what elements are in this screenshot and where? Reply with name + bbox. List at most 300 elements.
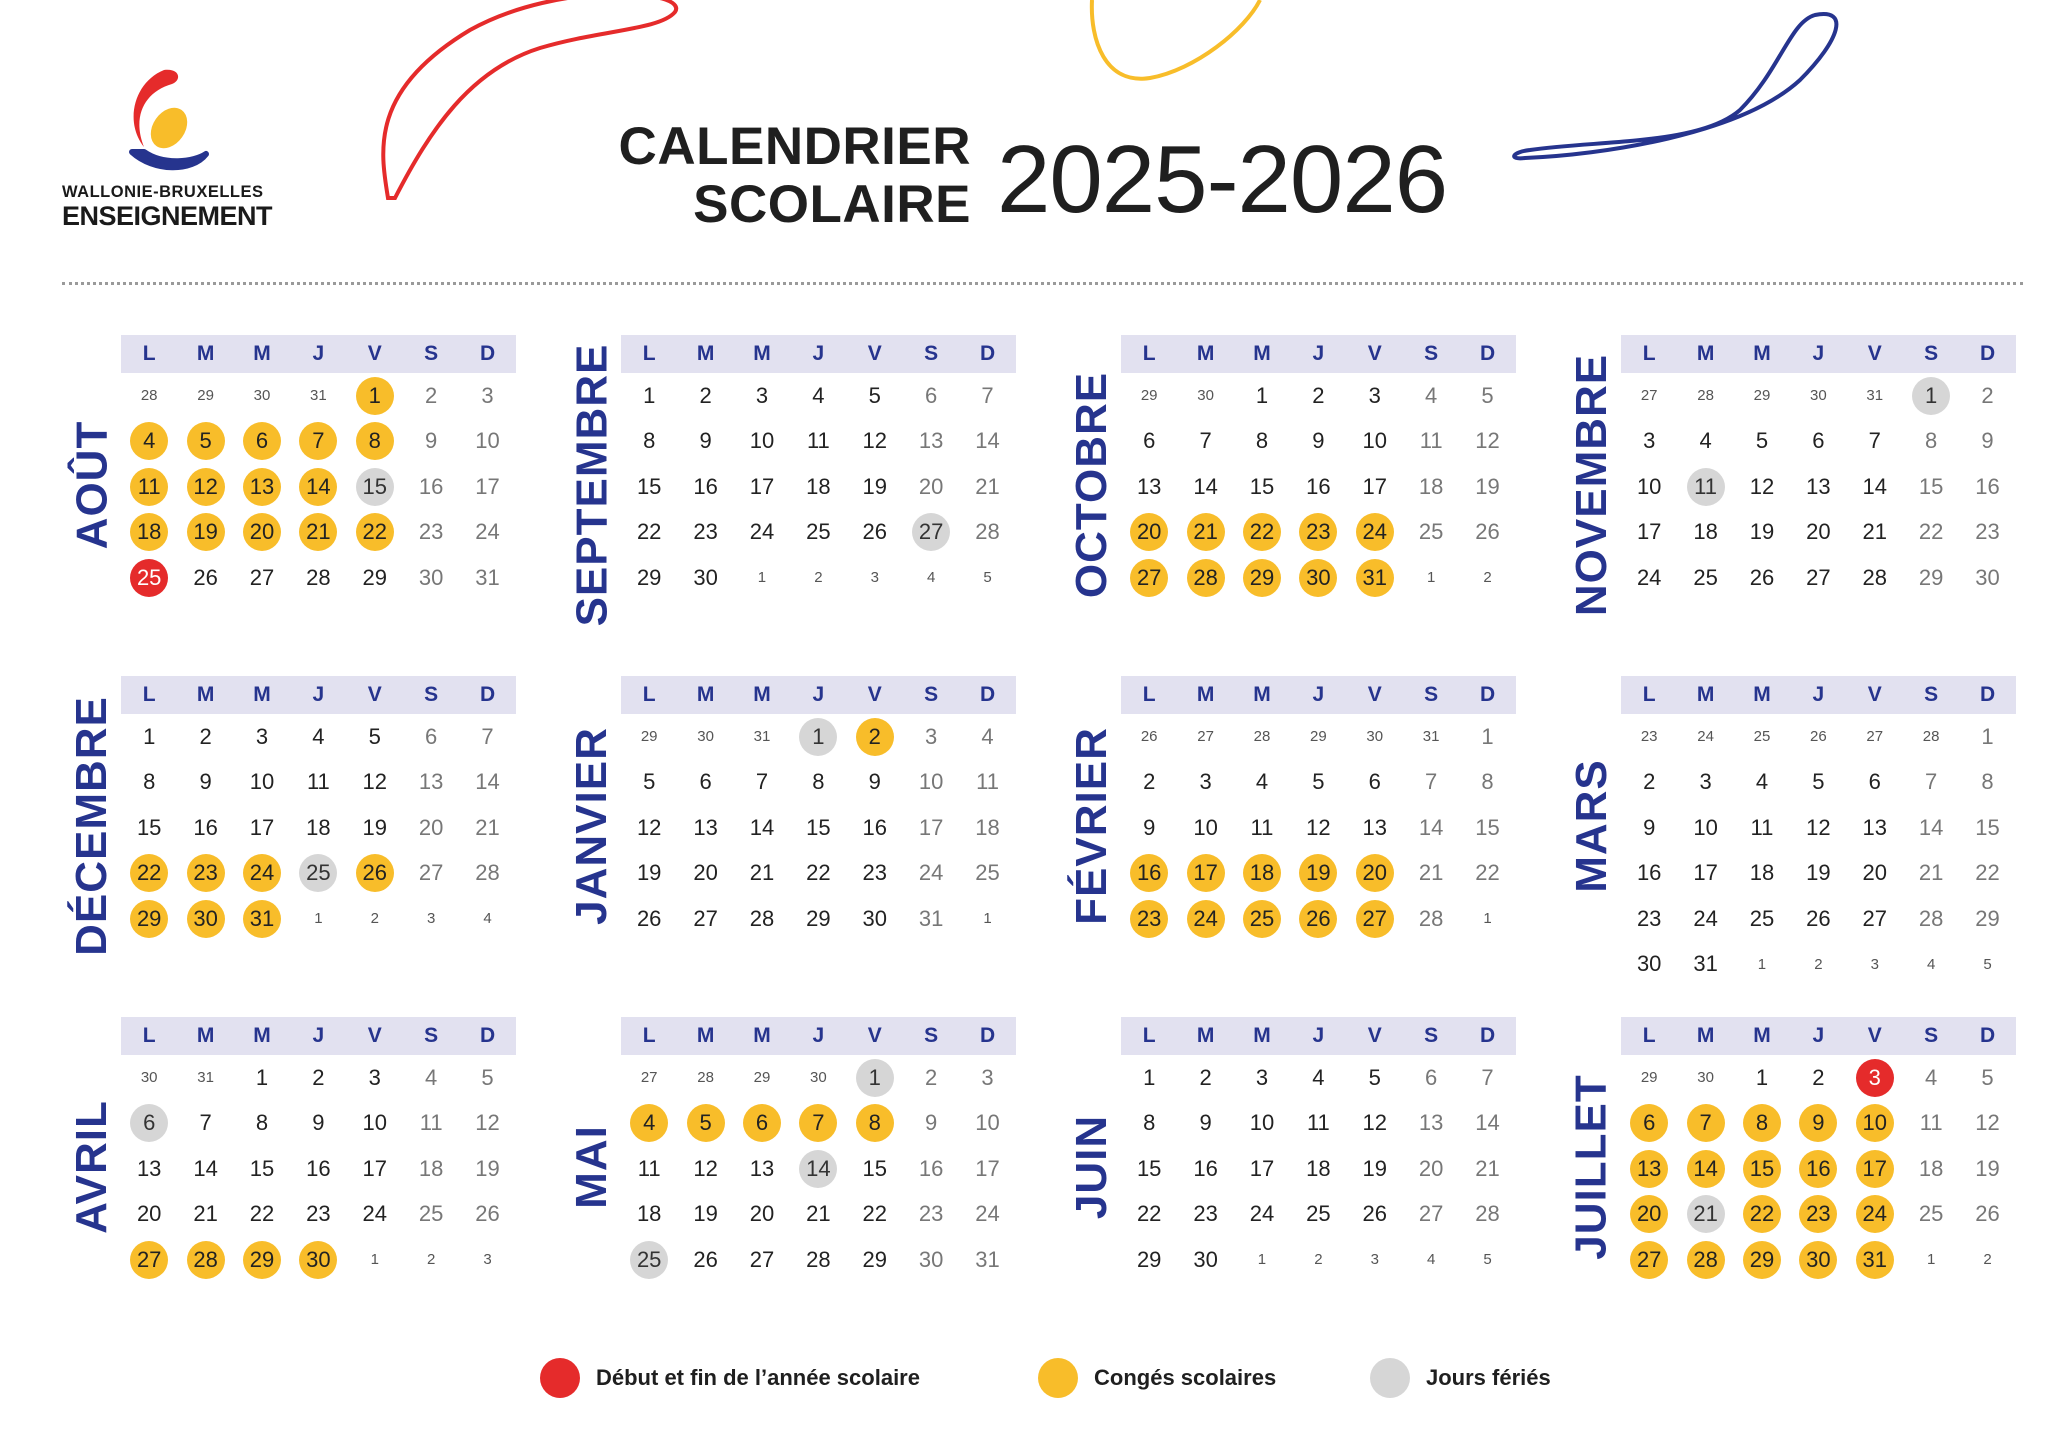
day-cell xyxy=(1790,555,1846,601)
weekday-header xyxy=(621,335,1016,373)
day-cell xyxy=(790,555,846,601)
day-number: 23 xyxy=(1640,728,1658,746)
day-number: 29 xyxy=(1975,905,2000,931)
week-row xyxy=(1621,714,2016,760)
day-cell xyxy=(903,714,959,760)
day-cell xyxy=(847,464,903,510)
day-number: 19 xyxy=(1299,854,1337,892)
day-number: 11 xyxy=(1306,1110,1330,1136)
day-number: 28 xyxy=(187,1241,225,1279)
day-cell xyxy=(290,555,346,601)
day-number: 25 xyxy=(299,854,337,892)
weekday-label: M xyxy=(196,1024,215,1047)
day-cell xyxy=(459,805,515,851)
day-cell xyxy=(1347,419,1403,465)
day-cell xyxy=(790,510,846,556)
day-number: 22 xyxy=(1918,519,1944,545)
day-cell xyxy=(847,510,903,556)
day-number: 2 xyxy=(1199,1064,1212,1090)
day-cell xyxy=(1790,760,1846,806)
day-number: 28 xyxy=(1687,1241,1725,1279)
day-number: 4 xyxy=(926,569,936,587)
day-cell xyxy=(1121,714,1177,760)
day-number: 23 xyxy=(187,854,225,892)
day-number: 22 xyxy=(356,513,394,551)
day-cell xyxy=(1959,1237,2015,1283)
day-cell xyxy=(903,896,959,942)
day-number: 1 xyxy=(314,910,323,928)
day-cell xyxy=(790,851,846,897)
day-cell xyxy=(1403,760,1459,806)
day-cell xyxy=(290,714,346,760)
day-number: 9 xyxy=(1199,1110,1212,1136)
weekday-label: J xyxy=(812,342,825,365)
day-number: 1 xyxy=(1426,569,1436,587)
day-cell xyxy=(1290,714,1346,760)
day-cell xyxy=(459,714,515,760)
day-number: 19 xyxy=(1806,860,1831,886)
day-cell-yellow xyxy=(847,714,903,760)
day-cell xyxy=(1790,896,1846,942)
day-number: 21 xyxy=(1418,860,1444,886)
weekday-label: V xyxy=(1867,683,1882,706)
week-row xyxy=(121,896,516,942)
day-cell-yellow xyxy=(290,510,346,556)
day-cell xyxy=(1234,1146,1290,1192)
day-cell xyxy=(1847,942,1903,988)
day-number: 3 xyxy=(1699,769,1712,795)
day-number: 21 xyxy=(1187,513,1225,551)
day-number: 23 xyxy=(418,519,444,545)
day-cell-yellow xyxy=(121,1237,177,1283)
day-cell xyxy=(1903,760,1959,806)
day-cell xyxy=(1847,464,1903,510)
day-cell xyxy=(1621,373,1677,419)
day-cell xyxy=(847,1192,903,1238)
week-row xyxy=(1621,1055,2016,1101)
day-number: 2 xyxy=(1483,569,1492,587)
day-cell xyxy=(790,1192,846,1238)
day-number: 8 xyxy=(856,1104,894,1142)
day-cell xyxy=(1459,851,1515,897)
day-number: 27 xyxy=(1130,559,1168,597)
day-cell xyxy=(1347,1101,1403,1147)
day-cell xyxy=(1959,419,2015,465)
day-number: 28 xyxy=(1475,1201,1500,1227)
weekday-header xyxy=(121,1017,516,1055)
day-number: 17 xyxy=(475,473,500,499)
day-cell xyxy=(459,1055,515,1101)
day-number: 26 xyxy=(1299,900,1337,938)
day-number: 5 xyxy=(1312,769,1325,795)
month-block xyxy=(62,676,562,976)
month-name: SEPTEMBRE xyxy=(567,343,617,627)
day-cell xyxy=(1677,419,1733,465)
day-number: 25 xyxy=(1693,564,1718,590)
day-number: 10 xyxy=(362,1110,387,1136)
day-number: 24 xyxy=(1693,905,1718,931)
day-cell xyxy=(790,373,846,419)
day-cell xyxy=(1403,373,1459,419)
weekday-label: J xyxy=(812,683,825,706)
day-number: 3 xyxy=(925,723,938,749)
day-cell xyxy=(403,555,459,601)
day-number: 29 xyxy=(636,564,662,590)
day-number: 30 xyxy=(299,1241,337,1279)
day-cell xyxy=(1621,714,1677,760)
day-cell-yellow xyxy=(121,464,177,510)
day-cell xyxy=(621,1192,677,1238)
weekday-header xyxy=(121,335,516,373)
day-number: 5 xyxy=(1481,382,1494,408)
day-cell-grey xyxy=(621,1237,677,1283)
day-cell xyxy=(734,510,790,556)
day-number: 6 xyxy=(743,1104,781,1142)
day-number: 23 xyxy=(1193,1201,1218,1227)
day-number: 22 xyxy=(1136,1201,1162,1227)
day-number: 5 xyxy=(868,382,881,408)
day-cell-yellow xyxy=(1234,555,1290,601)
day-cell xyxy=(734,1055,790,1101)
day-cell xyxy=(1290,1055,1346,1101)
month-grid xyxy=(1621,1017,2016,1283)
logo-org-line2: ENSEIGNEMENT xyxy=(62,201,273,231)
day-number: 4 xyxy=(483,910,492,928)
day-cell xyxy=(790,1055,846,1101)
day-number: 24 xyxy=(362,1201,387,1227)
day-number: 20 xyxy=(136,1201,162,1227)
day-cell xyxy=(1290,1237,1346,1283)
day-number: 20 xyxy=(1356,854,1394,892)
day-number: 10 xyxy=(1636,473,1662,499)
day-number: 25 xyxy=(1243,900,1281,938)
day-number: 8 xyxy=(1981,769,1994,795)
weekday-label: L xyxy=(642,1024,656,1047)
day-cell xyxy=(1403,805,1459,851)
day-cell xyxy=(1347,1192,1403,1238)
day-number: 17 xyxy=(1636,519,1662,545)
day-number: 24 xyxy=(243,854,281,892)
month-label xyxy=(562,676,622,976)
day-number: 6 xyxy=(1425,1064,1438,1090)
weekday-label: V xyxy=(1367,683,1382,706)
day-number: 23 xyxy=(862,860,887,886)
day-number: 8 xyxy=(1255,428,1269,454)
day-number: 11 xyxy=(306,769,330,795)
weekday-label: M xyxy=(196,342,215,365)
day-number: 19 xyxy=(636,860,662,886)
day-cell xyxy=(1903,1192,1959,1238)
day-cell xyxy=(1959,714,2015,760)
day-cell-yellow xyxy=(1790,1192,1846,1238)
day-number: 20 xyxy=(693,860,718,886)
day-number: 26 xyxy=(862,519,887,545)
day-cell xyxy=(1903,896,1959,942)
week-row xyxy=(121,1055,516,1101)
weekday-label: M xyxy=(1253,683,1271,706)
day-cell xyxy=(1959,555,2015,601)
day-number: 29 xyxy=(1918,564,1944,590)
day-number: 17 xyxy=(1249,1155,1275,1181)
day-cell-yellow xyxy=(290,419,346,465)
day-number: 31 xyxy=(1356,559,1394,597)
day-number: 28 xyxy=(475,860,500,886)
day-cell xyxy=(1290,373,1346,419)
day-cell xyxy=(1403,851,1459,897)
day-cell-yellow xyxy=(121,419,177,465)
weekday-header xyxy=(1621,335,2016,373)
weekday-label: L xyxy=(1642,683,1656,706)
day-number: 1 xyxy=(1481,723,1494,749)
day-cell-grey xyxy=(847,1055,903,1101)
day-cell xyxy=(347,760,403,806)
day-number: 7 xyxy=(799,1104,837,1142)
day-number: 12 xyxy=(475,1110,500,1136)
day-number: 14 xyxy=(799,1150,837,1188)
weekday-label: D xyxy=(479,1024,496,1047)
day-number: 21 xyxy=(1862,519,1887,545)
day-number: 9 xyxy=(312,1110,325,1136)
day-cell xyxy=(177,1192,233,1238)
week-row xyxy=(121,464,516,510)
day-cell xyxy=(1734,510,1790,556)
day-cell xyxy=(234,555,290,601)
week-row xyxy=(621,555,1016,601)
day-cell xyxy=(621,464,677,510)
day-cell xyxy=(403,1192,459,1238)
day-number: 2 xyxy=(370,910,379,928)
weekday-label: M xyxy=(1253,1024,1271,1047)
day-number: 13 xyxy=(243,468,281,506)
week-row xyxy=(621,1146,1016,1192)
day-cell xyxy=(734,896,790,942)
day-cell xyxy=(903,805,959,851)
day-number: 11 xyxy=(1919,1110,1943,1136)
weekday-label: M xyxy=(1196,342,1215,365)
day-number: 3 xyxy=(368,1064,381,1090)
day-cell xyxy=(459,464,515,510)
day-number: 7 xyxy=(1199,428,1212,454)
day-number: 17 xyxy=(749,473,775,499)
day-number: 9 xyxy=(1981,428,1994,454)
weekday-label: V xyxy=(867,683,882,706)
day-cell xyxy=(1621,760,1677,806)
day-number: 26 xyxy=(1810,728,1827,746)
day-cell xyxy=(1734,805,1790,851)
month-grid xyxy=(1621,676,2016,987)
day-cell-yellow xyxy=(1847,1237,1903,1283)
day-cell xyxy=(1903,805,1959,851)
week-row xyxy=(1621,1237,2016,1283)
day-cell xyxy=(1621,510,1677,556)
day-number: 29 xyxy=(243,1241,281,1279)
day-number: 25 xyxy=(1753,728,1771,746)
weekday-label: S xyxy=(1924,683,1939,706)
day-number: 28 xyxy=(1418,905,1444,931)
day-number: 2 xyxy=(1312,382,1325,408)
day-number: 30 xyxy=(418,564,444,590)
day-number: 17 xyxy=(249,814,275,840)
day-cell xyxy=(677,464,733,510)
day-cell xyxy=(1790,1055,1846,1101)
day-cell xyxy=(1847,760,1903,806)
week-row xyxy=(1121,1237,1516,1283)
day-number: 20 xyxy=(418,814,444,840)
week-row xyxy=(621,896,1016,942)
weekday-label: V xyxy=(367,342,382,365)
day-number: 3 xyxy=(426,910,436,928)
day-cell xyxy=(1903,419,1959,465)
day-cell xyxy=(459,896,515,942)
day-cell xyxy=(1734,942,1790,988)
day-cell-yellow xyxy=(1121,851,1177,897)
day-cell xyxy=(1790,942,1846,988)
weekday-header xyxy=(1621,1017,2016,1055)
day-cell xyxy=(1234,1101,1290,1147)
day-number: 16 xyxy=(862,814,887,840)
day-cell xyxy=(1903,555,1959,601)
day-number: 8 xyxy=(1143,1110,1156,1136)
day-cell xyxy=(734,851,790,897)
month-name: JUIN xyxy=(1067,1114,1116,1220)
day-number: 21 xyxy=(1475,1155,1500,1181)
day-number: 13 xyxy=(1806,473,1831,499)
day-cell xyxy=(847,851,903,897)
day-cell xyxy=(1121,1146,1177,1192)
day-number: 12 xyxy=(1362,1110,1387,1136)
week-row xyxy=(621,1055,1016,1101)
day-cell xyxy=(1459,464,1515,510)
day-number: 12 xyxy=(362,769,387,795)
day-number: 4 xyxy=(1755,769,1769,795)
weekday-label: S xyxy=(424,1024,439,1047)
day-cell xyxy=(403,1146,459,1192)
day-cell xyxy=(677,510,733,556)
day-number: 12 xyxy=(187,468,225,506)
week-row xyxy=(1621,373,2016,419)
day-number: 29 xyxy=(806,905,831,931)
day-number: 29 xyxy=(362,564,387,590)
week-row xyxy=(121,1146,516,1192)
day-number: 13 xyxy=(1862,814,1887,840)
weekday-label: V xyxy=(1867,342,1882,365)
day-cell-yellow xyxy=(1621,1101,1677,1147)
day-cell xyxy=(677,805,733,851)
month-grid xyxy=(1121,335,1516,601)
day-number: 4 xyxy=(130,422,168,460)
day-cell-yellow xyxy=(1734,1146,1790,1192)
day-number: 5 xyxy=(481,1064,494,1090)
day-number: 27 xyxy=(249,564,275,590)
day-cell xyxy=(1903,1055,1959,1101)
day-cell xyxy=(1621,1055,1677,1101)
day-cell xyxy=(403,805,459,851)
day-cell xyxy=(1177,714,1233,760)
day-cell-yellow xyxy=(347,851,403,897)
day-cell xyxy=(177,805,233,851)
day-cell xyxy=(959,760,1015,806)
day-cell xyxy=(290,1101,346,1147)
day-number: 27 xyxy=(1630,1241,1668,1279)
week-row xyxy=(121,419,516,465)
day-cell xyxy=(1847,510,1903,556)
weekday-label: S xyxy=(924,683,939,706)
month-name: OCTOBRE xyxy=(1067,371,1116,599)
day-cell xyxy=(734,419,790,465)
day-cell xyxy=(1290,1101,1346,1147)
day-cell xyxy=(1459,1101,1515,1147)
day-number: 18 xyxy=(975,814,1000,840)
day-cell xyxy=(1290,1192,1346,1238)
day-cell-grey xyxy=(1903,373,1959,419)
day-number: 18 xyxy=(418,1155,444,1181)
day-cell xyxy=(790,419,846,465)
day-number: 31 xyxy=(1422,728,1440,746)
day-number: 16 xyxy=(1975,473,2000,499)
day-cell xyxy=(790,896,846,942)
day-number: 2 xyxy=(814,569,823,587)
day-cell xyxy=(403,760,459,806)
day-cell xyxy=(1403,1101,1459,1147)
day-cell xyxy=(847,373,903,419)
day-cell xyxy=(903,1146,959,1192)
day-cell xyxy=(459,1101,515,1147)
day-number: 25 xyxy=(975,860,1000,886)
week-row xyxy=(1621,555,2016,601)
day-cell xyxy=(1734,760,1790,806)
month-grid xyxy=(621,676,1016,942)
day-number: 30 xyxy=(187,900,225,938)
week-row xyxy=(1621,851,2016,897)
weekday-label: L xyxy=(642,683,656,706)
day-number: 30 xyxy=(697,728,714,746)
day-cell xyxy=(1459,760,1515,806)
day-cell xyxy=(1121,760,1177,806)
day-cell xyxy=(621,896,677,942)
day-number: 22 xyxy=(249,1201,275,1227)
day-cell xyxy=(1459,1146,1515,1192)
day-number: 4 xyxy=(630,1104,668,1142)
month-block xyxy=(62,335,562,635)
day-number: 1 xyxy=(1981,723,1994,749)
weekday-label: M xyxy=(1196,1024,1215,1047)
day-number: 9 xyxy=(1799,1104,1837,1142)
day-cell xyxy=(234,805,290,851)
day-cell xyxy=(177,714,233,760)
day-cell xyxy=(177,1146,233,1192)
day-cell xyxy=(1734,896,1790,942)
day-number: 1 xyxy=(757,569,767,587)
wbe-logo-icon xyxy=(114,62,214,177)
day-number: 1 xyxy=(1926,1251,1936,1269)
day-cell xyxy=(459,555,515,601)
day-cell xyxy=(847,1146,903,1192)
day-number: 16 xyxy=(693,473,718,499)
day-cell xyxy=(347,1237,403,1283)
day-cell xyxy=(1734,1055,1790,1101)
day-number: 6 xyxy=(1630,1104,1668,1142)
week-row xyxy=(621,1101,1016,1147)
day-number: 20 xyxy=(1806,519,1831,545)
day-number: 8 xyxy=(356,422,394,460)
day-cell xyxy=(959,1055,1015,1101)
day-cell xyxy=(1903,1146,1959,1192)
day-number: 19 xyxy=(187,513,225,551)
day-cell xyxy=(1847,805,1903,851)
day-cell xyxy=(1621,555,1677,601)
day-number: 31 xyxy=(243,900,281,938)
day-cell xyxy=(1677,714,1733,760)
